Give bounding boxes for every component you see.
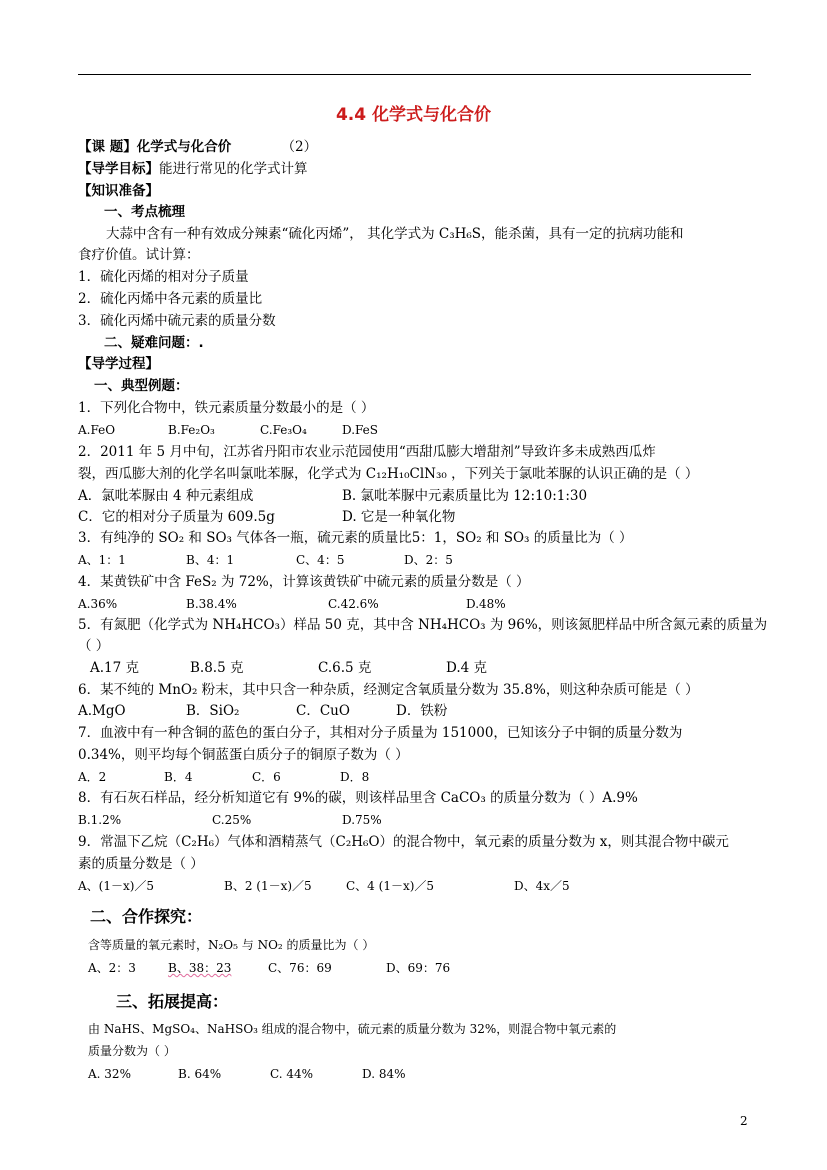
page-title: 4.4 化学式与化合价: [335, 105, 492, 125]
option: D.48%: [466, 597, 506, 611]
option: C.42.6%: [328, 597, 379, 611]
option: A．2: [78, 770, 107, 784]
option: D、69：76: [386, 961, 451, 975]
q2-stem-2: 裂，西瓜膨大剂的化学名叫氯吡苯脲，化学式为 C₁₂H₁₀ClN₃₀ ，下列关于氯吡苯脲的认识正确的是（ ）: [78, 466, 699, 482]
option: B．4: [164, 770, 193, 784]
ext-question-2: 质量分数为（ ）: [88, 1044, 176, 1058]
option: D. 84%: [362, 1067, 406, 1081]
topic-value: 化学式与化合价: [136, 139, 232, 155]
page-number: 2: [740, 1114, 748, 1128]
review-text-1: 大蒜中含有一种有效成分辣素“硫化丙烯”， 其化学式为 C₃H₆S，能杀菌，具有一定的抗病功能和: [106, 226, 684, 242]
option: B、2 (1－x)／5: [224, 879, 312, 893]
option: D．8: [340, 770, 370, 784]
q8-stem: 8．有石灰石样品，经分析知道它有 9%的碳，则该样品里含 CaCO₃ 的质量分数为（ ）A.9%: [78, 790, 638, 806]
option: C、4 (1－x)／5: [346, 879, 435, 893]
coop-question: 含等质量的氧元素时，N₂O₅ 与 NO₂ 的质量比为（ ）: [88, 938, 375, 952]
q9-stem-2: 素的质量分数是（ ）: [78, 856, 204, 872]
topic-line: [78, 138, 317, 156]
q1-stem: 1．下列化合物中，铁元素质量分数最小的是（ ）: [78, 400, 375, 416]
option: A. 32%: [88, 1067, 131, 1081]
option: D、4x／5: [514, 879, 570, 893]
option: B.1.2%: [78, 813, 122, 827]
goal-label: 【导学目标】: [78, 161, 159, 177]
q7-stem-1: 7．血液中有一种含铜的蓝色的蛋白分子，其相对分子质量为 151000，已知该分子中铜的质量分数为: [78, 725, 683, 741]
option: A、2：3: [88, 961, 136, 975]
option: B. 氯吡苯脲中元素质量比为 12:10:1:30: [342, 488, 588, 504]
option: D.4 克: [446, 660, 488, 676]
option: B．SiO₂: [186, 703, 240, 719]
topic-label: 【课 题】: [78, 139, 137, 155]
q5-stem-1: 5．有氮肥（化学式为 NH₄HCO₃）样品 50 克，其中含 NH₄HCO₃ 为 96%，则该氮肥样品中所含氮元素的质量为: [78, 617, 768, 633]
coop-heading: 二、合作探究：: [90, 907, 203, 926]
option: B、4：1: [186, 553, 235, 567]
review-text-2: 食疗价值。试计算：: [78, 247, 200, 263]
q2-stem-1: 2．2011 年 5 月中旬，江苏省丹阳市农业示范园使用“西甜瓜膨大增甜剂”导致许多未成熟西瓜炸: [78, 444, 656, 460]
q5-stem-2: （ ）: [78, 638, 110, 654]
difficulty-heading: 二、疑难问题：.: [104, 335, 204, 351]
header-rule: [78, 74, 751, 75]
q4-stem: 4．某黄铁矿中含 FeS₂ 为 72%，计算该黄铁矿中硫元素的质量分数是（ ）: [78, 574, 530, 590]
option: A．氯吡苯脲由 4 种元素组成: [78, 488, 254, 504]
q6-stem: 6．某不纯的 MnO₂ 粉末，其中只含一种杂质，经测定含氧质量分数为 35.8%，则这种杂质可能是（ ）: [78, 682, 699, 698]
q3-stem: 3．有纯净的 SO₂ 和 SO₃ 气体各一瓶，硫元素的质量比5：1，SO₂ 和 SO₃ 的质量比为（ ）: [78, 530, 633, 546]
option: C. 44%: [270, 1067, 314, 1081]
option: A、(1－x)／5: [78, 879, 155, 893]
q9-stem-1: 9．常温下乙烷（C₂H₆）气体和酒精蒸气（C₂H₆O）的混合物中，氧元素的质量分数为 x，则其混合物中碳元: [78, 834, 729, 850]
option: B.38.4%: [186, 597, 237, 611]
option: C.Fe₃O₄: [260, 423, 307, 437]
review-heading: 一、考点梳理: [104, 204, 185, 220]
option: C、4：5: [296, 553, 345, 567]
goal-line: [78, 160, 308, 178]
typical-heading: 一、典型例题：: [94, 378, 189, 394]
option: C．它的相对分子质量为 609.5g: [78, 509, 275, 525]
ext-heading: 三、拓展提高：: [116, 992, 229, 1011]
goal-value: 能进行常见的化学式计算: [159, 161, 308, 177]
topic-num: （2）: [281, 139, 318, 155]
calc-3: 3．硫化丙烯中硫元素的质量分数: [78, 313, 276, 329]
option: B. 64%: [178, 1067, 222, 1081]
option: A.36%: [78, 597, 118, 611]
prep-label: 【知识准备】: [78, 183, 159, 199]
calc-1: 1．硫化丙烯的相对分子质量: [78, 269, 249, 285]
option: D. 它是一种氧化物: [342, 509, 456, 525]
option: C.6.5 克: [318, 660, 372, 676]
option: A.FeO: [78, 423, 116, 437]
option: C.25%: [212, 813, 252, 827]
option: B.Fe₂O₃: [168, 423, 215, 437]
option: D、2：5: [404, 553, 453, 567]
option: A.MgO: [78, 703, 126, 719]
option: B、38：23: [168, 961, 232, 975]
option: D.FeS: [342, 423, 378, 437]
option: A、1：1: [78, 553, 126, 567]
calc-2: 2．硫化丙烯中各元素的质量比: [78, 291, 263, 307]
ext-question-1: 由 NaHS、MgSO₄、NaHSO₃ 组成的混合物中，硫元素的质量分数为 32%，则混合物中氧元素的: [88, 1022, 617, 1036]
q7-stem-2: 0.34%，则平均每个铜蓝蛋白质分子的铜原子数为（ ）: [78, 747, 409, 763]
option: C．CuO: [296, 703, 350, 719]
option: D．铁粉: [396, 703, 448, 719]
option: B.8.5 克: [190, 660, 244, 676]
option: C．6: [252, 770, 281, 784]
option: D.75%: [342, 813, 382, 827]
option: C、76：69: [268, 961, 332, 975]
option: A.17 克: [90, 660, 140, 676]
process-label: 【导学过程】: [78, 356, 159, 372]
